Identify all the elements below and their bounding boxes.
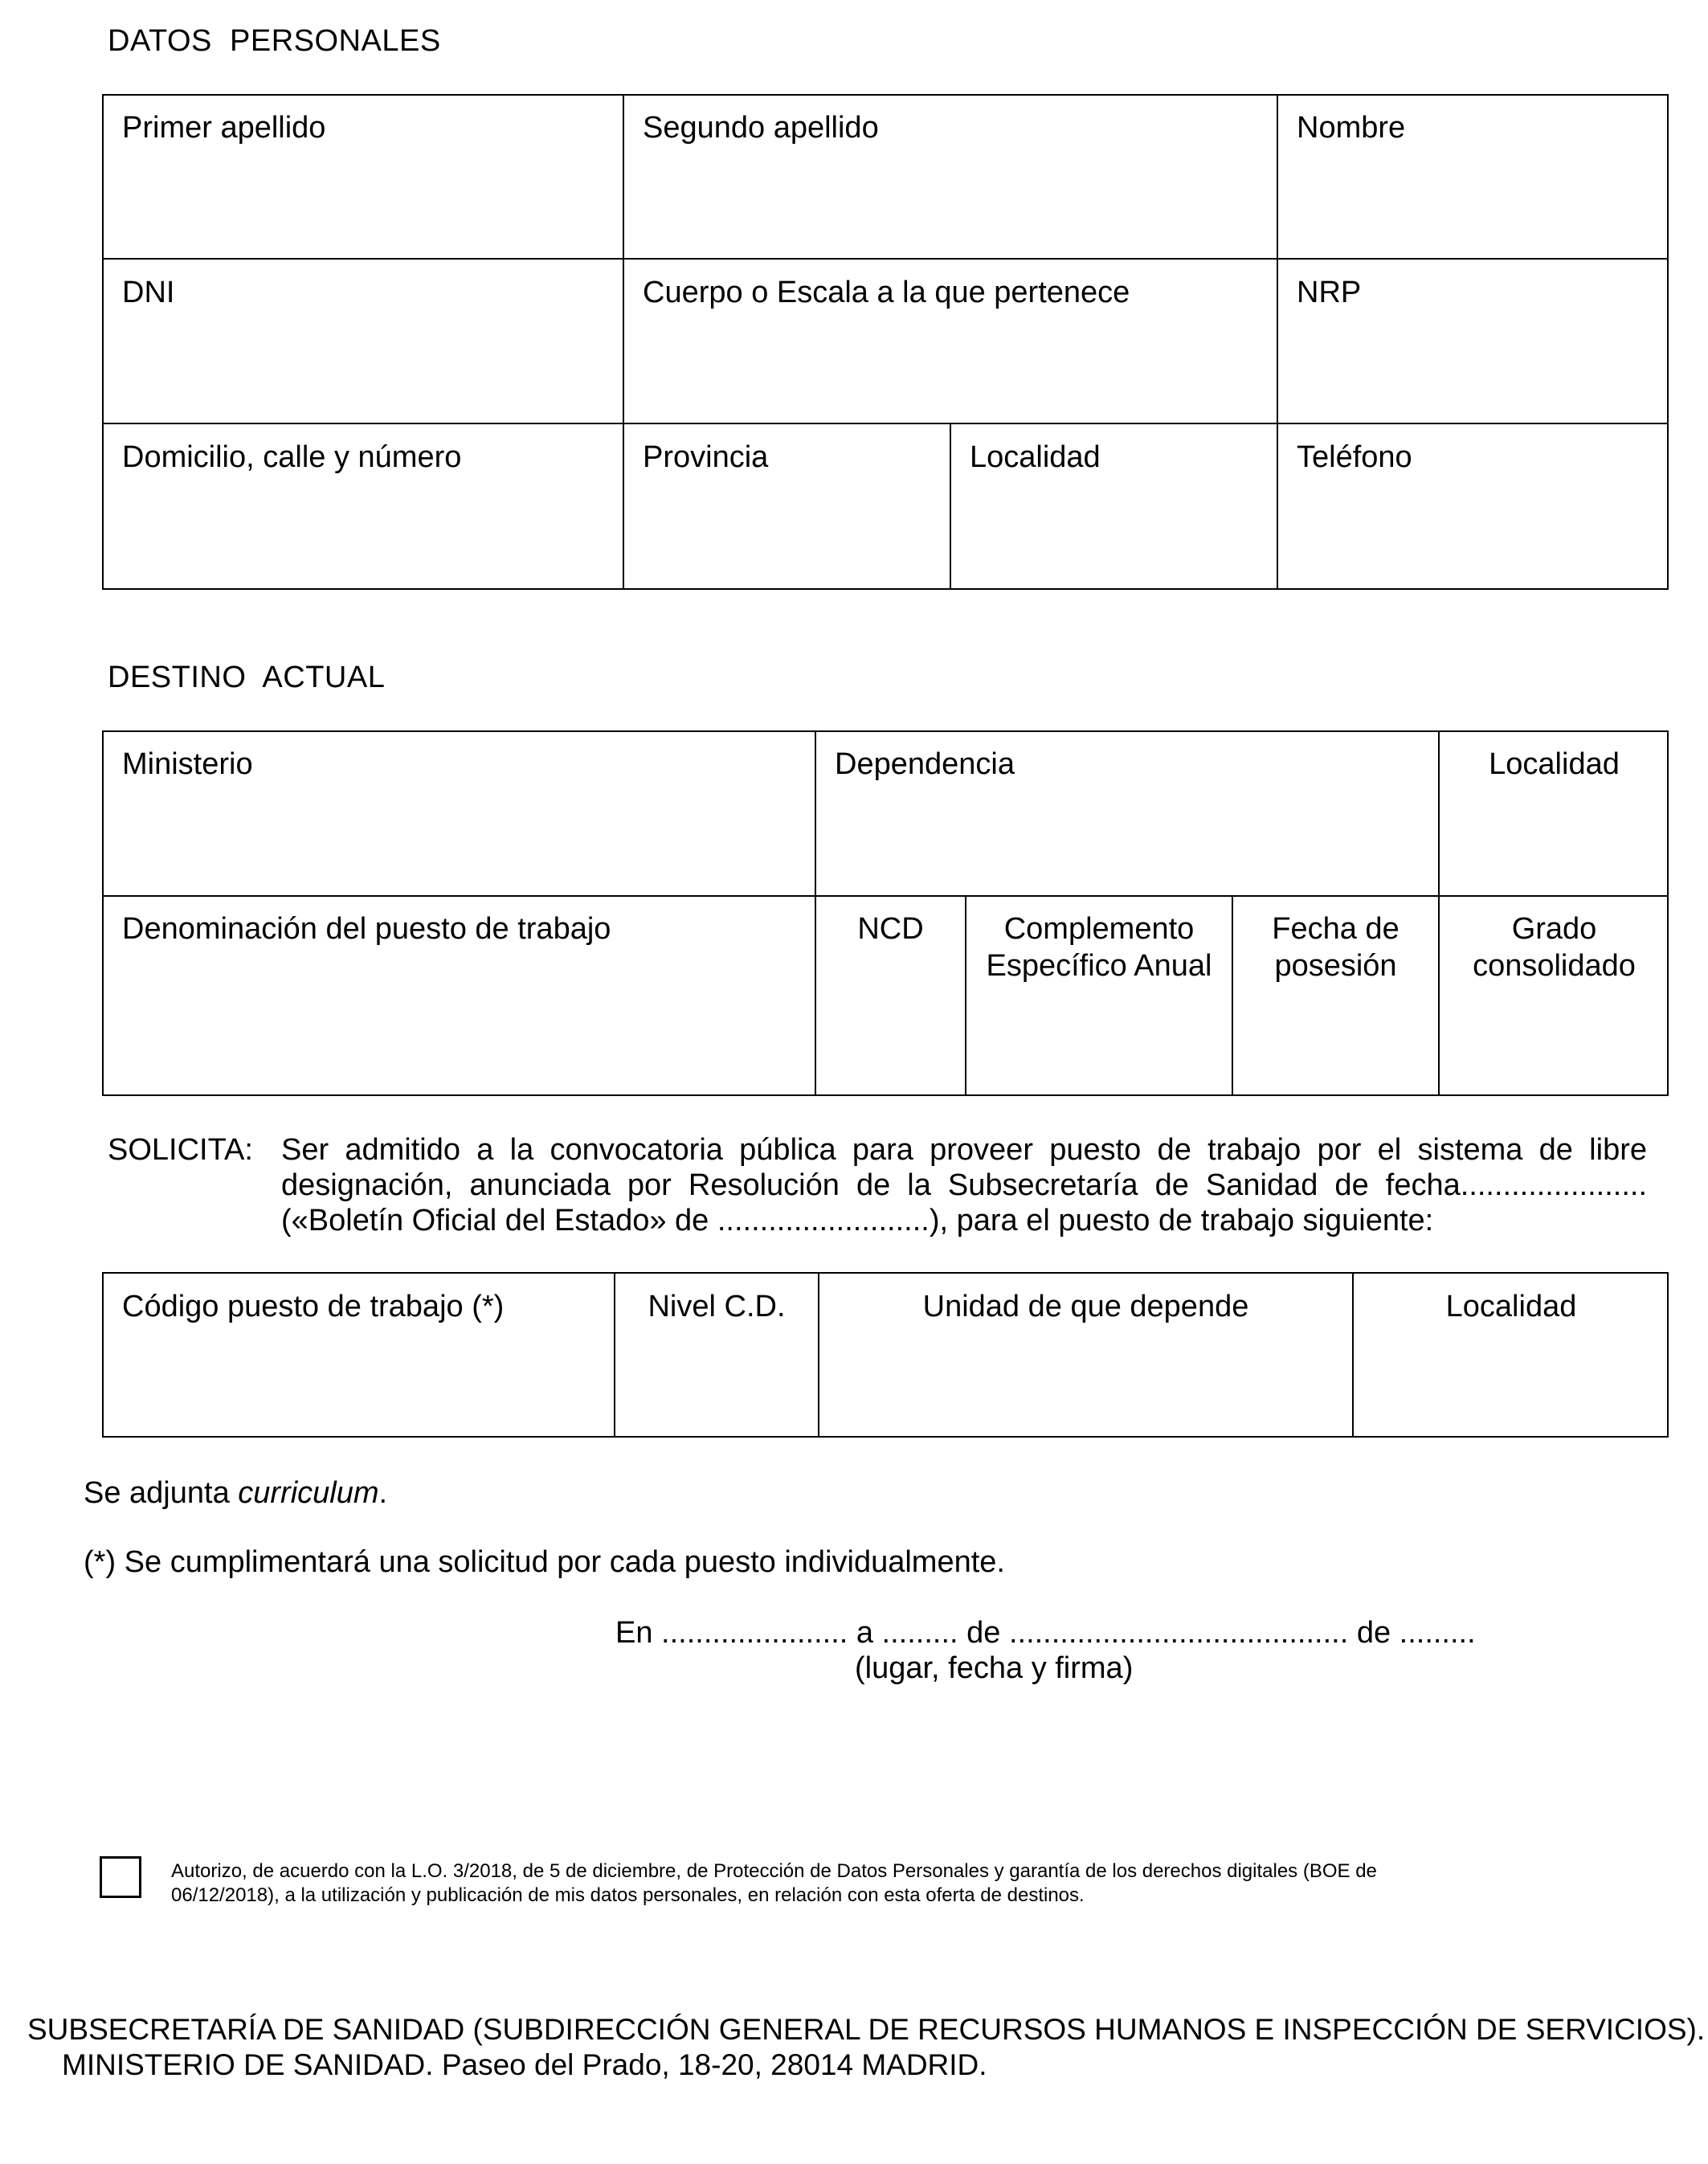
consent-checkbox[interactable]: [100, 1856, 141, 1898]
field-codigo-puesto[interactable]: Código puesto de trabajo (*): [122, 1290, 505, 1323]
field-dni[interactable]: DNI: [122, 276, 175, 309]
field-nivel-cd[interactable]: Nivel C.D.: [648, 1290, 786, 1323]
field-ministerio[interactable]: Ministerio: [122, 747, 253, 781]
field-localidad[interactable]: Localidad: [970, 440, 1101, 474]
field-ncd[interactable]: NCD: [857, 912, 924, 946]
field-localidad-puesto[interactable]: Localidad: [1445, 1290, 1577, 1323]
consent-line-1: Autorizo, de acuerdo con la L.O. 3/2018, de 5 de diciembre, de Protección de Datos Personales y garantía de los derechos digitales (BOE de: [171, 1860, 1377, 1882]
adjunta-suffix: .: [378, 1476, 388, 1510]
solicita-line-2: designación, anunciada por Resolución de la Subsecretaría de Sanidad de fecha......................: [281, 1168, 1647, 1202]
adjunta-curriculum: [84, 1475, 387, 1511]
firma-caption: (lugar, fecha y firma): [855, 1651, 1134, 1685]
firma-line: En ...................... a ......... de ........................................ de .........: [615, 1616, 1476, 1650]
field-fecha-posesion[interactable]: [1233, 910, 1438, 984]
complemento-line-2: Específico Anual: [986, 949, 1212, 983]
field-primer-apellido[interactable]: Primer apellido: [122, 111, 326, 145]
consent-line-2: 06/12/2018), a la utilización y publicación de mis datos personales, en relación con esta oferta de destinos.: [171, 1884, 1085, 1906]
field-nrp[interactable]: NRP: [1297, 276, 1362, 309]
consent-text: [171, 1859, 1377, 1908]
fecha-line-2: posesión: [1274, 949, 1397, 983]
field-domicilio[interactable]: Domicilio, calle y número: [122, 440, 462, 474]
field-complemento-especifico[interactable]: [966, 910, 1232, 984]
field-nombre[interactable]: Nombre: [1297, 111, 1406, 145]
fecha-line-1: Fecha de: [1272, 912, 1399, 946]
field-dependencia[interactable]: Dependencia: [835, 747, 1015, 781]
footer-line-1: SUBSECRETARÍA DE SANIDAD (SUBDIRECCIÓN GENERAL DE RECURSOS HUMANOS E INSPECCIÓN DE SERVICIOS).: [27, 2013, 1706, 2046]
asterisk-note: (*) Se cumplimentará una solicitud por cada puesto individualmente.: [84, 1545, 1005, 1579]
adjunta-prefix: Se adjunta: [84, 1476, 239, 1510]
field-grado-consolidado[interactable]: [1440, 910, 1669, 984]
solicita-label: SOLICITA:: [108, 1133, 253, 1167]
solicita-line-3: («Boletín Oficial del Estado» de .........................), para el puesto de trabajo siguiente:: [281, 1204, 1434, 1237]
field-denominacion-puesto[interactable]: Denominación del puesto de trabajo: [122, 912, 611, 946]
complemento-line-1: Complemento: [1003, 912, 1195, 946]
solicita-text: [281, 1132, 1647, 1238]
datos-personales-title: DATOS PERSONALES: [108, 24, 441, 58]
field-segundo-apellido[interactable]: Segundo apellido: [643, 111, 879, 145]
solicita-line-1: Ser admitido a la convocatoria pública para proveer puesto de trabajo por el sistema de libre: [281, 1133, 1647, 1167]
field-provincia[interactable]: Provincia: [643, 440, 769, 474]
field-telefono[interactable]: Teléfono: [1297, 440, 1412, 474]
grado-line-1: Grado: [1511, 912, 1597, 946]
grado-line-2: consolidado: [1473, 949, 1636, 983]
footer-line-2: MINISTERIO DE SANIDAD. Paseo del Prado, 18-20, 28014 MADRID.: [62, 2048, 987, 2081]
adjunta-italic: curriculum: [238, 1476, 379, 1510]
footer: [27, 2012, 1705, 2083]
destino-actual-title: DESTINO ACTUAL: [108, 661, 386, 694]
field-cuerpo-escala[interactable]: Cuerpo o Escala a la que pertenece: [643, 276, 1130, 309]
field-localidad-destino[interactable]: Localidad: [1489, 747, 1620, 781]
field-unidad-depende[interactable]: Unidad de que depende: [922, 1290, 1249, 1323]
